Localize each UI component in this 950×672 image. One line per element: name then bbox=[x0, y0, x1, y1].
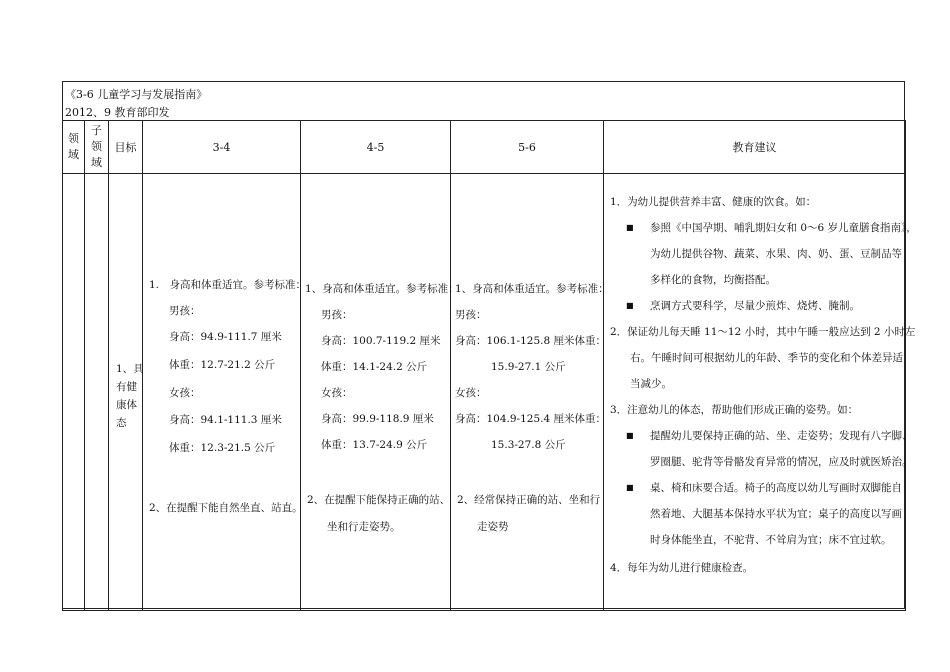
col-age-3-4: 3-4 bbox=[143, 121, 301, 174]
document-title: 《3-6 儿童学习与发展指南》 bbox=[65, 88, 208, 101]
col-subdomain: 子 领 域 bbox=[85, 121, 109, 174]
cell-subdomain bbox=[85, 174, 109, 611]
bullet-icon: ■ bbox=[626, 483, 634, 492]
cell-age-3-4: 1. 身高和体重适宜。参考标准： 男孩： 身高：94.9-111.7 厘米 体重：12.7-21.2 公斤 女孩： 身高：94.1-111.3 厘米 体重：12.3-21.5 公斤 2、在提醒下能自然坐直、站直。 bbox=[143, 174, 301, 611]
col-domain: 领 域 bbox=[63, 121, 85, 174]
table-header-row bbox=[63, 121, 906, 174]
cell-domain bbox=[63, 174, 85, 611]
bullet-icon: ■ bbox=[626, 223, 634, 232]
cell-age-4-5: 1、身高和体重适宜。参考标准： 男孩： 身高：100.7-119.2 厘米 体重：14.1-24.2 公斤 女孩： 身高：99.9-118.9 厘米 体重：13.7-24.9 公斤 2、在提醒下能保持正确的站、 坐和行走姿势。 bbox=[301, 174, 451, 611]
col-goal: 目标 bbox=[109, 121, 143, 174]
guide-table bbox=[62, 120, 917, 611]
document-issued: 2012、9 教育部印发 bbox=[65, 106, 170, 119]
cell-advice: 1．为幼儿提供营养丰富、健康的饮食。如： ■ 参照《中国孕期、哺乳期妇女和 0～6 岁儿童膳食指南》， 为幼儿提供谷物、蔬菜、水果、肉、奶、蛋、豆制品等 多样化的食物，均衡搭配。 ■ 烹调方式要科学，尽量少煎炸、烧烤、腌制。 2．保证幼儿每天睡 11～12 小时，其中午睡一般应达到 2 小时左 右。午睡时间可根据幼儿的年龄、季节的变化和个体差异适 当减少。 3．注意幼儿的体态，帮助他们形成正确的姿势。如： ■ 提醒幼儿要保持正确的站、坐、走姿势；发现有八字脚、 罗圈腿、驼背等骨骼发育异常的情况，应及时就医矫治。 ■ 桌、椅和床要合适。椅子的高度以幼儿写画时双脚能自 然着地、大腿基本保持水平状为宜；桌子的高度以写画 时身体能坐直，不驼背、不耸肩为宜；床不宜过软。 4．每年为幼儿进行健康检查。 bbox=[604, 174, 906, 611]
bullet-icon: ■ bbox=[626, 431, 634, 440]
cell-age-5-6: 1、身高和体重适宜。参考标准： 男孩： 身高：106.1-125.8 厘米体重： 15.9-27.1 公斤 女孩： 身高：104.9-125.4 厘米体重： 15.3-27.8 公斤 2、经常保持正确的站、坐和行 走姿势 bbox=[451, 174, 604, 611]
col-advice: 教育建议 bbox=[604, 121, 906, 174]
bullet-icon: ■ bbox=[626, 301, 634, 310]
guide-document bbox=[62, 81, 917, 609]
col-age-5-6: 5-6 bbox=[451, 121, 604, 174]
col-age-4-5: 4-5 bbox=[301, 121, 451, 174]
table-row bbox=[63, 174, 906, 611]
cell-goal: 1、具 有健 康体 态 bbox=[109, 174, 143, 611]
